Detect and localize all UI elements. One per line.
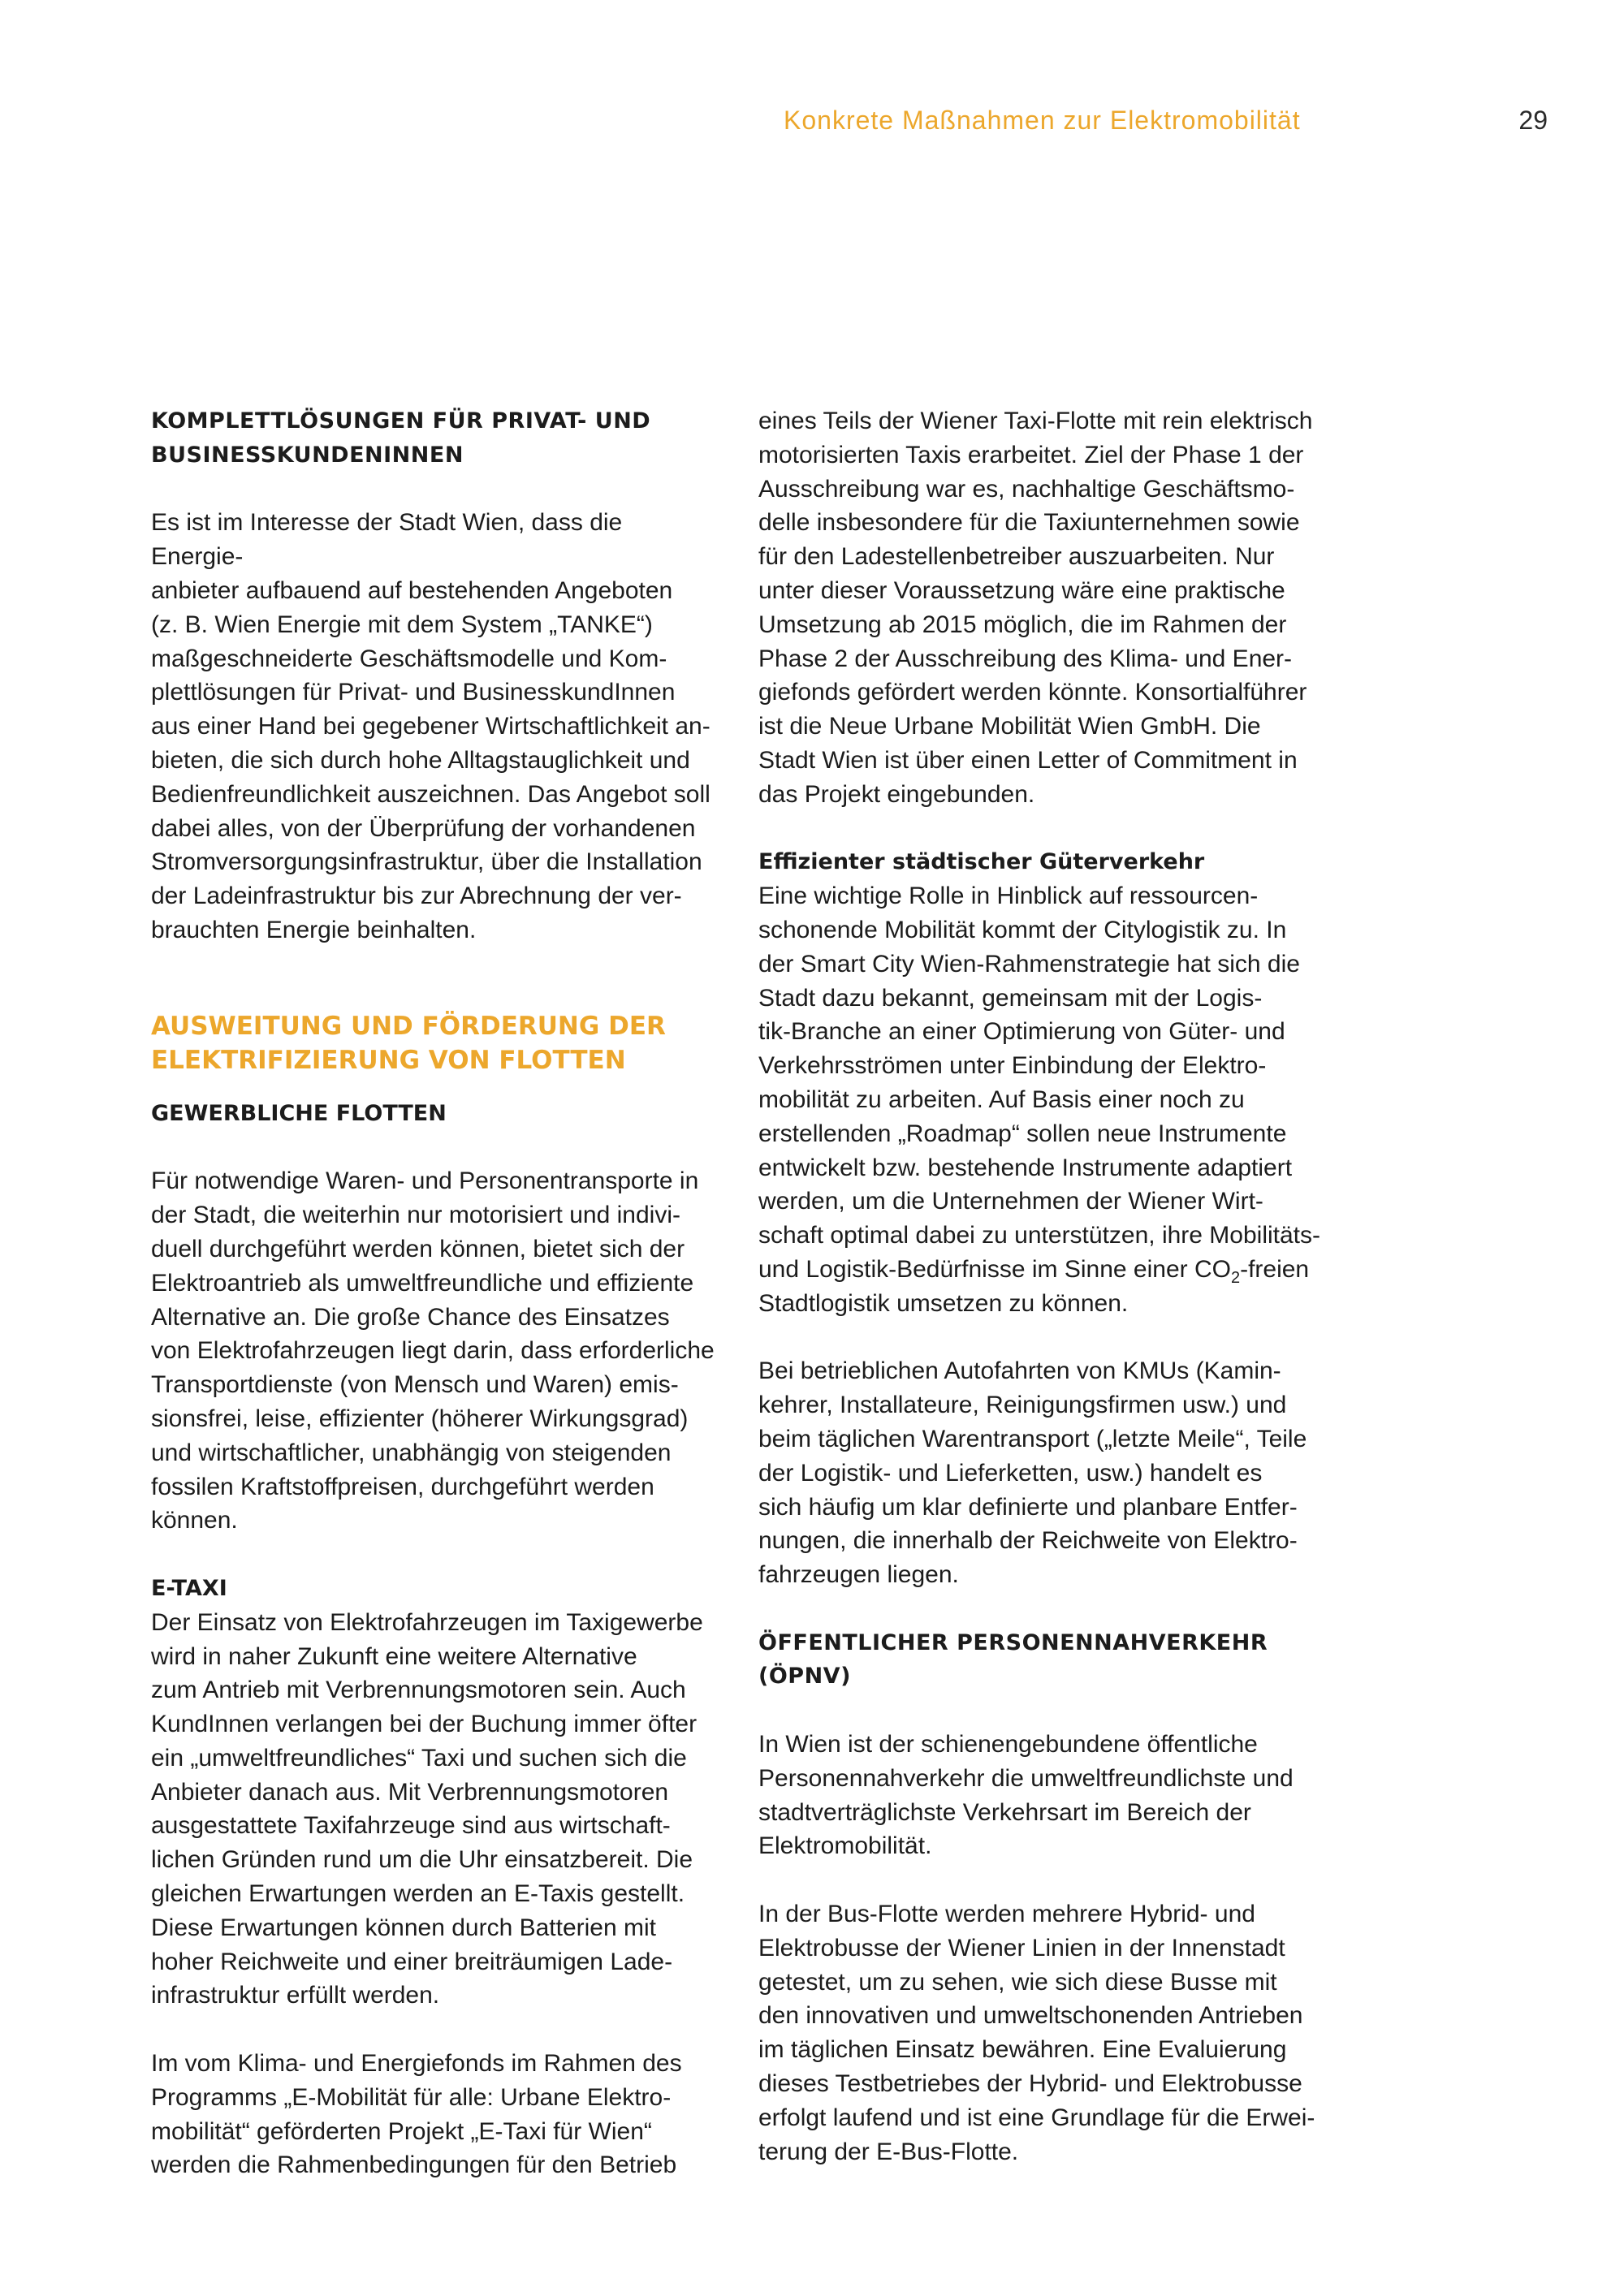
section-heading-fleet-electrification: AUSWEITUNG UND FÖRDERUNG DER ELEKTRIFIZIERUNG VON FLOTTEN xyxy=(151,1011,666,1075)
subheading-commercial-fleets: GEWERBLICHE FLOTTEN xyxy=(151,1100,447,1126)
co2-subscript: 2 xyxy=(1230,1268,1241,1287)
section-heading-public-transport: ÖFFENTLICHER PERSONENNAHVERKEHR (ÖPNV) xyxy=(758,1629,1268,1690)
paragraph-urban-freight-1 xyxy=(758,879,1327,1320)
paragraph-public-transport-1: In Wien ist der schienengebundene öffentliche Personennahverkehr die umweltfreundlichste und stadtverträglichste Verkehrsart im Bereich der Elektromobilität. xyxy=(758,1731,1294,1860)
paragraph-public-transport-2: In der Bus-Flotte werden mehrere Hybrid- und Elektrobusse der Wiener Linien in der Innenstadt getestet, um zu sehen, wie sich diese Busse mit den innovativen und umweltschonenden Antrieben im täglichen Einsatz bewähren. Eine Evaluierung dieses Testbetriebes der Hybrid- und Elektrobusse erfolgt laufend und ist eine Grundlage für die Erwei- terung der E-Bus-Flotte. xyxy=(758,1901,1315,2165)
page-number: 29 xyxy=(1518,106,1548,135)
left-column xyxy=(151,404,719,2182)
running-header-title: Konkrete Maßnahmen zur Elektromobilität xyxy=(784,106,1301,135)
paragraph-urban-freight-2: Bei betrieblichen Autofahrten von KMUs (Kamin- kehrer, Installateure, Reinigungsfirmen usw.) und beim täglichen Warentransport („letzte Meile“, Teile der Logistik- und Lieferketten, usw.) handelt es sich häufig um klar definierte und planbare Entfer- nungen, die innerhalb der Reichweite von Elektro- fahrzeugen liegen. xyxy=(758,1357,1307,1589)
right-column xyxy=(758,404,1327,2169)
paragraph-e-taxi-1: Der Einsatz von Elektrofahrzeugen im Taxigewerbe wird in naher Zukunft eine weitere Alternative zum Antrieb mit Verbrennungsmotoren sein. Auch KundInnen verlangen bei der Buchung immer öfter ein „umweltfreundliches“ Taxi und suchen sich die Anbieter danach aus. Mit Verbrennungsmotoren ausgestattete Taxifahrzeuge sind aus wirtschaft- lichen Gründen rund um die Uhr einsatzbereit. Die gleichen Erwartungen werden an E-Taxis gestellt. Diese Erwartungen können durch Batterien mit hoher Reichweite und einer breiträumigen Lade- infrastruktur erfüllt werden. xyxy=(151,1608,703,2009)
freight-text-b: -freien Stadtlogistik umsetzen zu können. xyxy=(758,1255,1310,1317)
subheading-e-taxi: E-TAXI xyxy=(151,1575,227,1601)
paragraph-e-taxi-continued: eines Teils der Wiener Taxi-Flotte mit rein elektrisch motorisierten Taxis erarbeitet. Ziel der Phase 1 der Ausschreibung war es, nachhaltige Geschäftsmo- delle insbesondere für die Taxiunternehmen sowie für den Ladestellenbetreiber auszuarbeiten. Nur unter dieser Voraussetzung wäre eine praktische Umsetzung ab 2015 möglich, die im Rahmen der Phase 2 der Ausschreibung des Klima- und Ener- giefonds gefördert werden könnte. Konsortialführer ist die Neue Urbane Mobilität Wien GmbH. Die Stadt Wien ist über einen Letter of Commitment in das Projekt eingebunden. xyxy=(758,408,1313,808)
paragraph-complete-solutions: Es ist im Interesse der Stadt Wien, dass die Energie- anbieter aufbauend auf bestehenden Angeboten (z. B. Wien Energie mit dem System „TANKE“) maßgeschneiderte Geschäftsmodelle und Kom- plettlösungen für Privat- und BusinesskundInnen aus einer Hand bei gegebener Wirtschaftlichkeit an- bieten, die sich durch hohe Alltagstauglichkeit und Bedienfreundlichkeit auszeichnen. Das Angebot soll dabei alles, von der Überprüfung der vorhandenen Stromversorgungsinfrastruktur, über die Installation der Ladeinfrastruktur bis zur Abrechnung der ver- brauchten Energie beinhalten. xyxy=(151,509,710,943)
subheading-urban-freight: Effizienter städtischer Güterverkehr xyxy=(758,849,1205,875)
paragraph-e-taxi-2: Im vom Klima- und Energiefonds im Rahmen des Programms „E-Mobilität für alle: Urbane Elektro- mobilität“ geförderten Projekt „E-Taxi für Wien“ werden die Rahmenbedingungen für den Betrieb xyxy=(151,2050,682,2179)
paragraph-commercial-fleets: Für notwendige Waren- und Personentransporte in der Stadt, die weiterhin nur motorisiert und indivi- duell durchgeführt werden können, bietet sich der Elektroantrieb als umweltfreundliche und effiziente Alternative an. Die große Chance des Einsatzes von Elektrofahrzeugen liegt darin, dass erforderliche Transportdienste (von Mensch und Waren) emis- sionsfrei, leise, effizienter (höherer Wirkungsgrad) und wirtschaftlicher, unabhängig von steigenden fossilen Kraftstoffpreisen, durchgeführt werden können. xyxy=(151,1167,715,1534)
freight-text-a: Eine wichtige Rolle in Hinblick auf ressourcen- schonende Mobilität kommt der Citylogistik zu. In der Smart City Wien-Rahmenstrategie hat sich die Stadt dazu bekannt, gemeinsam mit der Logis- tik-Branche an einer Optimierung von Güter- und Verkehrsströmen unter Einbindung der Elektro- mobilität zu arbeiten. Auf Basis einer noch zu erstellenden „Roadmap“ sollen neue Instrumente entwickelt bzw. bestehende Instrumente adaptiert werden, um die Unternehmen der Wiener Wirt- schaft optimal dabei zu unterstützen, ihre Mobilitäts- und Logistik-Bedürfnisse im Sinne einer CO xyxy=(758,883,1321,1283)
section-heading-complete-solutions: KOMPLETTLÖSUNGEN FÜR PRIVAT- UND BUSINESSKUNDENINNEN xyxy=(151,408,651,468)
